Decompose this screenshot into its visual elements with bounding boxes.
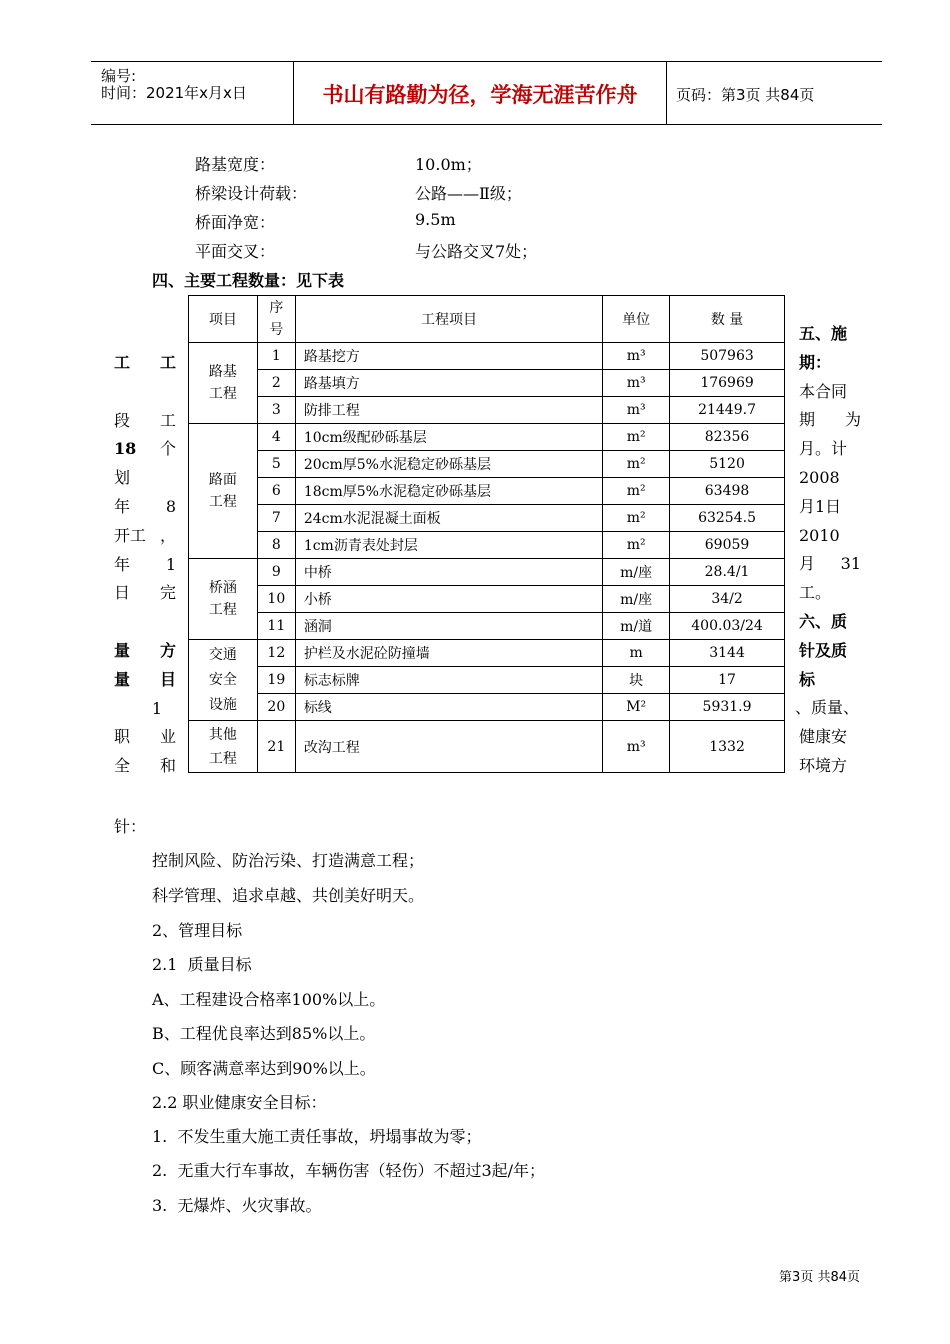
table-row [189,721,785,773]
row-qty: 3144 [670,640,785,667]
paragraph: C、顾客满意率达到90%以上。 [152,1059,376,1078]
row-unit: 块 [603,667,670,694]
section-title: 四、主要工程数量：见下表 [152,271,345,290]
table-row [189,343,785,370]
table-row [189,505,785,532]
row-seq: 1 [257,343,295,370]
row-name: 路基填方 [295,370,602,397]
paragraph: 2. 无重大行车事故，车辆伤害（轻伤）不超过3起/年； [152,1161,546,1180]
wrap-line: 职 业 [114,727,176,747]
row-unit: m³ [603,343,670,370]
row-unit: m³ [603,397,670,424]
header-seq: 序 号 [257,296,295,343]
row-seq: 10 [257,586,295,613]
group-name: 路基 工程 [189,343,258,424]
wrap-line: 年 8 [114,496,176,516]
paragraph: 2.1 质量目标 [152,955,252,974]
wrap-line: 本合同 [799,381,848,401]
spec-label: 桥面净宽： [195,213,276,232]
row-qty: 34/2 [670,586,785,613]
group-name: 其他 工程 [189,721,258,773]
row-seq: 3 [257,397,295,424]
row-name: 18cm厚5%水泥稳定砂砾基层 [295,478,602,505]
table-row [189,640,785,667]
spec-label: 桥梁设计荷载： [195,184,308,203]
row-qty: 5120 [670,451,785,478]
row-seq: 2 [257,370,295,397]
wrap-line: 月 31 [799,554,861,574]
page-footer: 第3页 共84页 [779,1270,860,1285]
table-row [189,397,785,424]
wrap-line: 期： [799,352,832,372]
row-qty: 82356 [670,424,785,451]
motto: 书山有路勤为径，学海无涯苦作舟 [322,83,638,107]
row-name: 护栏及水泥砼防撞墙 [295,640,602,667]
row-name: 1cm沥青表处封层 [295,532,602,559]
paragraph: 2、管理目标 [152,921,243,940]
row-unit: m² [603,451,670,478]
row-seq: 5 [257,451,295,478]
row-qty: 400.03/24 [670,613,785,640]
wrap-line: 工。 [799,583,832,603]
row-qty: 63254.5 [670,505,785,532]
right-wrap-column [795,320,861,781]
table-row [189,694,785,721]
page-header [91,61,882,125]
row-unit: m² [603,478,670,505]
row-name: 标志标牌 [295,667,602,694]
wrap-line: 六、质 [799,611,848,631]
header-name: 工程项目 [295,296,602,343]
wrap-line: 环境方 [799,755,848,775]
table-row [189,478,785,505]
row-qty: 69059 [670,532,785,559]
wrap-line: 1 [151,698,162,718]
wrap-line: 日 完 [114,583,176,603]
row-unit: m³ [603,721,670,773]
wrap-line: 年 1 [114,554,176,574]
wrap-line: 期 为 [799,410,861,430]
row-name: 24cm水泥混凝土面板 [295,505,602,532]
spec-value: 公路——Ⅱ级； [415,184,522,203]
row-unit: m² [603,424,670,451]
wrap-line: 全 和 [114,756,176,776]
row-qty: 176969 [670,370,785,397]
row-unit: m/座 [603,586,670,613]
row-name: 涵洞 [295,613,602,640]
wrap-line: 2010 [799,525,840,545]
row-seq: 9 [257,559,295,586]
row-unit: m² [603,505,670,532]
wrap-line: 五、施 [799,324,848,343]
quantity-table [188,295,785,773]
paragraph: 2.2 职业健康安全目标： [152,1093,327,1112]
row-qty: 63498 [670,478,785,505]
table-row [189,451,785,478]
wrap-line: 开工 ， [114,525,176,545]
row-unit: m² [603,532,670,559]
header-qty: 数 量 [670,296,785,343]
row-qty: 5931.9 [670,694,785,721]
row-name: 标线 [295,694,602,721]
row-name: 中桥 [295,559,602,586]
wrap-line: 18 个 [114,439,176,459]
group-name: 交通 安全 设施 [189,640,258,721]
wrap-line: 段 工 [114,410,176,430]
left-wrap-column [114,349,176,781]
wrap-line: 针及质 [799,640,848,660]
header-unit: 单位 [603,296,670,343]
page-code: 页码：第3页 共84页 [676,86,815,104]
spec-value: 与公路交叉7处； [415,242,538,261]
row-qty: 1332 [670,721,785,773]
paragraph: 3. 无爆炸、火灾事故。 [152,1196,322,1215]
row-name: 10cm级配砂砾基层 [295,424,602,451]
row-unit: M² [603,694,670,721]
row-seq: 21 [257,721,295,773]
row-name: 小桥 [295,586,602,613]
table-row [189,559,785,586]
row-seq: 11 [257,613,295,640]
wrap-line: 量 目 [114,669,176,689]
paragraph: A、工程建设合格率100%以上。 [152,990,386,1009]
table-row [189,532,785,559]
group-name: 路面 工程 [189,424,258,559]
row-unit: m/道 [603,613,670,640]
spec-value: 10.0m； [415,155,482,174]
wrap-line: 、质量、 [795,698,860,718]
table-row [189,613,785,640]
row-seq: 8 [257,532,295,559]
table-header-row [189,296,785,343]
header-left-cell [91,62,293,124]
paragraph: B、工程优良率达到85%以上。 [152,1024,376,1043]
row-qty: 28.4/1 [670,559,785,586]
table-row [189,370,785,397]
wrap-tail: 针： [114,817,147,836]
header-item: 项目 [189,296,258,343]
header-right-cell [666,62,882,124]
row-seq: 7 [257,505,295,532]
row-seq: 20 [257,694,295,721]
row-unit: m³ [603,370,670,397]
table-row [189,667,785,694]
table-row [189,424,785,451]
wrap-line: 健康安 [799,727,848,747]
row-qty: 507963 [670,343,785,370]
wrap-line: 量 方 [114,640,176,660]
spec-label: 路基宽度： [195,155,276,174]
row-unit: m [603,640,670,667]
row-seq: 4 [257,424,295,451]
number-label: 编号: [101,67,137,85]
row-name: 20cm厚5%水泥稳定砂砾基层 [295,451,602,478]
row-qty: 21449.7 [670,397,785,424]
wrap-line: 月。计 [799,439,848,459]
wrap-line: 标 [799,669,816,689]
row-name: 改沟工程 [295,721,602,773]
wrap-line: 工 工 [114,353,176,372]
header-motto-cell [293,62,667,124]
row-name: 防排工程 [295,397,602,424]
spec-value: 9.5m [415,210,456,229]
row-qty: 17 [670,667,785,694]
table-row [189,586,785,613]
row-name: 路基挖方 [295,343,602,370]
paragraph: 控制风险、防治污染、打造满意工程； [152,851,425,870]
wrap-line: 月1日 [799,496,842,516]
row-seq: 6 [257,478,295,505]
paragraph: 1. 不发生重大施工责任事故，坍塌事故为零； [152,1127,482,1146]
group-name: 桥涵 工程 [189,559,258,640]
row-unit: m/座 [603,559,670,586]
spec-label: 平面交叉： [195,242,276,261]
time-label: 时间：2021年x月x日 [101,84,247,102]
row-seq: 12 [257,640,295,667]
wrap-line: 2008 [799,467,840,487]
paragraph: 科学管理、追求卓越、共创美好明天。 [152,886,425,905]
row-seq: 19 [257,667,295,694]
wrap-line: 划 [114,468,131,488]
